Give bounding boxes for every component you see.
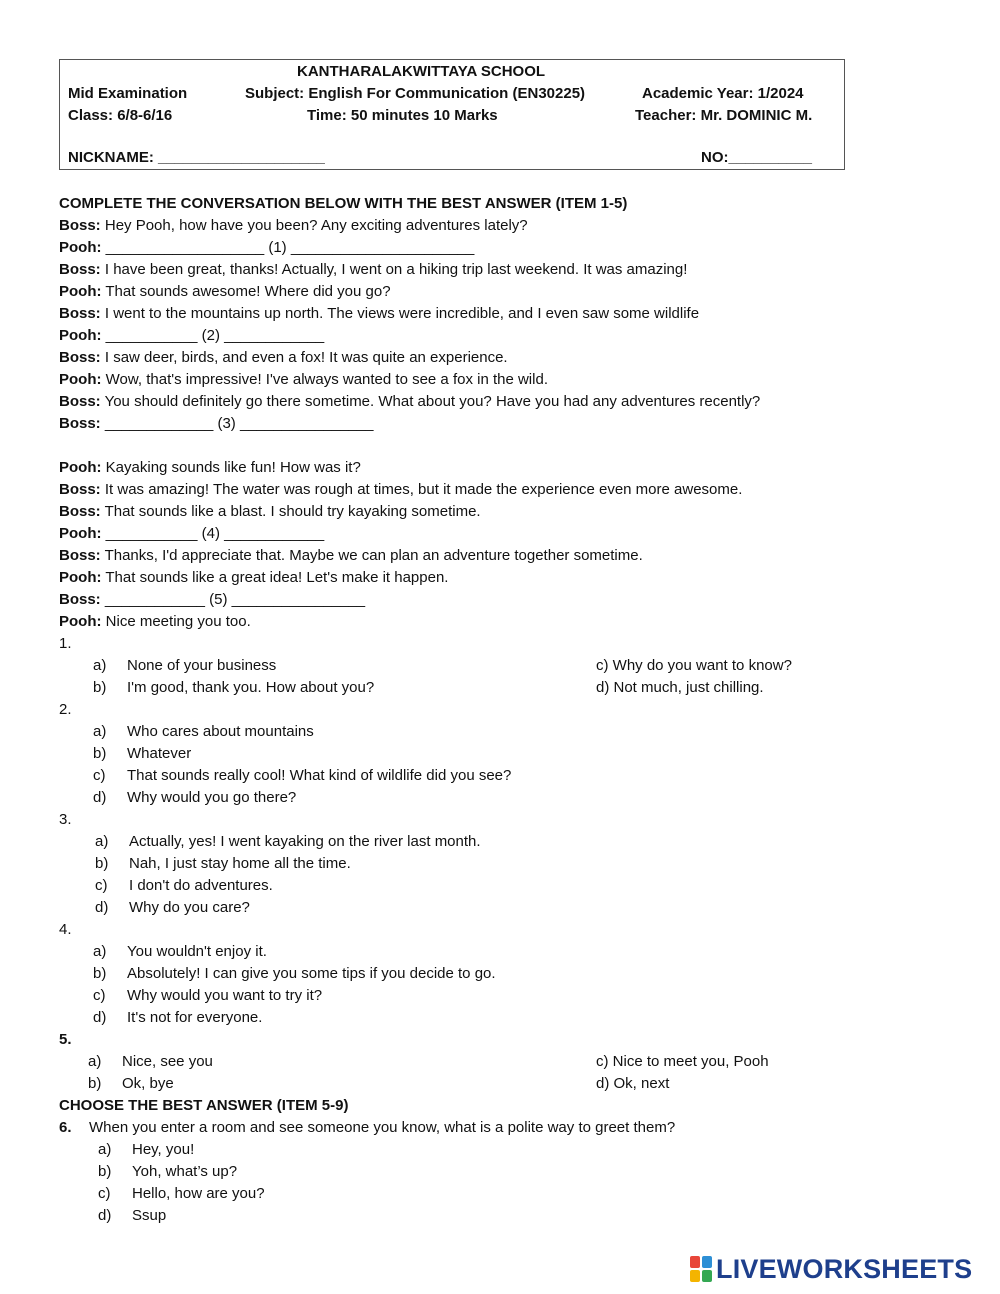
speaker: Boss: bbox=[59, 217, 101, 234]
logo-tile bbox=[690, 1256, 700, 1268]
q3-option-b[interactable]: b) Nah, I just stay home all the time. bbox=[95, 855, 351, 872]
blank-3[interactable]: _____________ (3) ________________ bbox=[100, 415, 374, 432]
speaker: Pooh: bbox=[59, 613, 102, 630]
q4-option-b[interactable]: b) Absolutely! I can give you some tips if you decide to go. bbox=[93, 965, 496, 982]
speaker: Boss: bbox=[59, 591, 101, 608]
q1-option-a[interactable]: a) None of your business bbox=[93, 657, 277, 674]
q1-option-d[interactable]: d) Not much, just chilling. bbox=[596, 679, 764, 696]
spacer-line bbox=[59, 435, 859, 457]
speaker: Pooh: bbox=[59, 525, 102, 542]
q4-option-d[interactable]: d) It's not for everyone. bbox=[93, 1009, 263, 1026]
conversation-line bbox=[59, 589, 859, 611]
question-4-number: 4. bbox=[59, 921, 72, 938]
exam-header-box bbox=[59, 59, 845, 170]
speaker: Boss: bbox=[59, 349, 101, 366]
liveworksheets-logo bbox=[690, 1253, 972, 1285]
question-1-row-ac bbox=[59, 655, 859, 677]
conversation-line bbox=[59, 457, 859, 479]
speaker: Pooh: bbox=[59, 283, 102, 300]
q4-option-a[interactable]: a) You wouldn't enjoy it. bbox=[93, 943, 267, 960]
speaker: Pooh: bbox=[59, 327, 102, 344]
section-2-title: CHOOSE THE BEST ANSWER (ITEM 5-9) bbox=[59, 1097, 349, 1114]
conversation-line bbox=[59, 391, 859, 413]
speaker: Boss: bbox=[59, 393, 101, 410]
blank-1[interactable]: ___________________ (1) ______________________ bbox=[101, 239, 475, 256]
speaker: Boss: bbox=[59, 547, 101, 564]
conversation-line bbox=[59, 413, 859, 435]
question-2-number: 2. bbox=[59, 701, 72, 718]
q1-option-c[interactable]: c) Why do you want to know? bbox=[596, 657, 792, 674]
speaker: Pooh: bbox=[59, 569, 102, 586]
conversation-line bbox=[59, 303, 859, 325]
utterance: Wow, that's impressive! I've always wanted to see a fox in the wild. bbox=[101, 371, 548, 388]
question-3-number: 3. bbox=[59, 811, 72, 828]
question-6-number: 6. bbox=[59, 1119, 72, 1136]
utterance: Hey Pooh, how have you been? Any exciting adventures lately? bbox=[100, 217, 528, 234]
conversation bbox=[59, 215, 859, 633]
q1-option-b[interactable]: b) I'm good, thank you. How about you? bbox=[93, 679, 375, 696]
q6-option-a[interactable]: a) Hey, you! bbox=[98, 1141, 195, 1158]
conversation-line bbox=[59, 369, 859, 391]
q2-option-c[interactable]: c) That sounds really cool! What kind of wildlife did you see? bbox=[93, 767, 512, 784]
q2-option-d[interactable]: d) Why would you go there? bbox=[93, 789, 297, 806]
conversation-line bbox=[59, 611, 859, 633]
question-5-row-ac bbox=[59, 1051, 859, 1073]
utterance: I saw deer, birds, and even a fox! It was quite an experience. bbox=[100, 349, 508, 366]
logo-text: LIVEWORKSHEETS bbox=[716, 1253, 973, 1284]
question-1-row-bd bbox=[59, 677, 859, 699]
q6-option-d[interactable]: d) Ssup bbox=[98, 1207, 167, 1224]
section-1-title: COMPLETE THE CONVERSATION BELOW WITH THE BEST ANSWER (ITEM 1-5) bbox=[59, 195, 628, 212]
question-1-number: 1. bbox=[59, 635, 72, 652]
q2-option-b[interactable]: b) Whatever bbox=[93, 745, 192, 762]
logo-tile bbox=[702, 1270, 712, 1282]
conversation-line bbox=[59, 325, 859, 347]
school-name: KANTHARALAKWITTAYA SCHOOL bbox=[297, 63, 546, 80]
question-6-text: When you enter a room and see someone you know, what is a polite way to greet them? bbox=[89, 1119, 676, 1136]
q4-option-c[interactable]: c) Why would you want to try it? bbox=[93, 987, 323, 1004]
utterance: That sounds like a great idea! Let's make it happen. bbox=[101, 569, 449, 586]
utterance: I went to the mountains up north. The views were incredible, and I even saw some wildlife bbox=[100, 305, 700, 322]
conversation-line bbox=[59, 215, 859, 237]
utterance: Kayaking sounds like fun! How was it? bbox=[101, 459, 361, 476]
speaker: Pooh: bbox=[59, 459, 102, 476]
speaker: Boss: bbox=[59, 481, 101, 498]
q3-option-a[interactable]: a) Actually, yes! I went kayaking on the river last month. bbox=[95, 833, 481, 850]
nickname-field[interactable]: NICKNAME: ____________________ bbox=[68, 149, 325, 166]
question-6 bbox=[59, 1117, 859, 1139]
speaker: Pooh: bbox=[59, 239, 102, 256]
q3-option-c[interactable]: c) I don't do adventures. bbox=[95, 877, 273, 894]
class: Class: 6/8-6/16 bbox=[68, 107, 173, 124]
q5-option-b[interactable]: b) Ok, bye bbox=[88, 1075, 174, 1092]
logo-tile bbox=[690, 1270, 700, 1282]
utterance: That sounds awesome! Where did you go? bbox=[101, 283, 391, 300]
speaker: Boss: bbox=[59, 261, 101, 278]
q6-option-c[interactable]: c) Hello, how are you? bbox=[98, 1185, 265, 1202]
q5-option-a[interactable]: a) Nice, see you bbox=[88, 1053, 213, 1070]
logo-tile bbox=[702, 1256, 712, 1268]
speaker: Boss: bbox=[59, 415, 101, 432]
conversation-line bbox=[59, 479, 859, 501]
blank-5[interactable]: ____________ (5) ________________ bbox=[100, 591, 366, 608]
utterance: I have been great, thanks! Actually, I went on a hiking trip last weekend. It was amazing! bbox=[100, 261, 688, 278]
exam-content bbox=[59, 193, 859, 1227]
utterance: That sounds like a blast. I should try kayaking sometime. bbox=[100, 503, 481, 520]
q5-option-c[interactable]: c) Nice to meet you, Pooh bbox=[596, 1053, 769, 1070]
conversation-line bbox=[59, 281, 859, 303]
exam-type: Mid Examination bbox=[68, 85, 188, 102]
conversation-line bbox=[59, 567, 859, 589]
speaker: Boss: bbox=[59, 503, 101, 520]
subject: Subject: English For Communication (EN30225) bbox=[245, 85, 586, 102]
q6-option-b[interactable]: b) Yoh, what’s up? bbox=[98, 1163, 238, 1180]
conversation-line bbox=[59, 237, 859, 259]
q3-option-d[interactable]: d) Why do you care? bbox=[95, 899, 250, 916]
number-field[interactable]: NO:__________ bbox=[701, 149, 812, 166]
blank-2[interactable]: ___________ (2) ____________ bbox=[101, 327, 325, 344]
utterance: You should definitely go there sometime. What about you? Have you had any adventures recently? bbox=[100, 393, 761, 410]
teacher: Teacher: Mr. DOMINIC M. bbox=[635, 107, 813, 124]
speaker: Boss: bbox=[59, 305, 101, 322]
conversation-line bbox=[59, 545, 859, 567]
conversation-line bbox=[59, 523, 859, 545]
conversation-line bbox=[59, 259, 859, 281]
q2-option-a[interactable]: a) Who cares about mountains bbox=[93, 723, 314, 740]
blank-4[interactable]: ___________ (4) ____________ bbox=[101, 525, 325, 542]
conversation-line bbox=[59, 501, 859, 523]
utterance: Thanks, I'd appreciate that. Maybe we can plan an adventure together sometime. bbox=[100, 547, 643, 564]
question-5-row-bd bbox=[59, 1073, 859, 1095]
speaker: Pooh: bbox=[59, 371, 102, 388]
time-marks: Time: 50 minutes 10 Marks bbox=[307, 107, 498, 124]
question-5-number: 5. bbox=[59, 1031, 72, 1048]
conversation-line bbox=[59, 347, 859, 369]
utterance: Nice meeting you too. bbox=[101, 613, 251, 630]
q5-option-d[interactable]: d) Ok, next bbox=[596, 1075, 670, 1092]
academic-year: Academic Year: 1/2024 bbox=[642, 85, 804, 102]
logo-tiles-icon bbox=[690, 1256, 712, 1282]
utterance: It was amazing! The water was rough at times, but it made the experience even more awesome. bbox=[100, 481, 743, 498]
